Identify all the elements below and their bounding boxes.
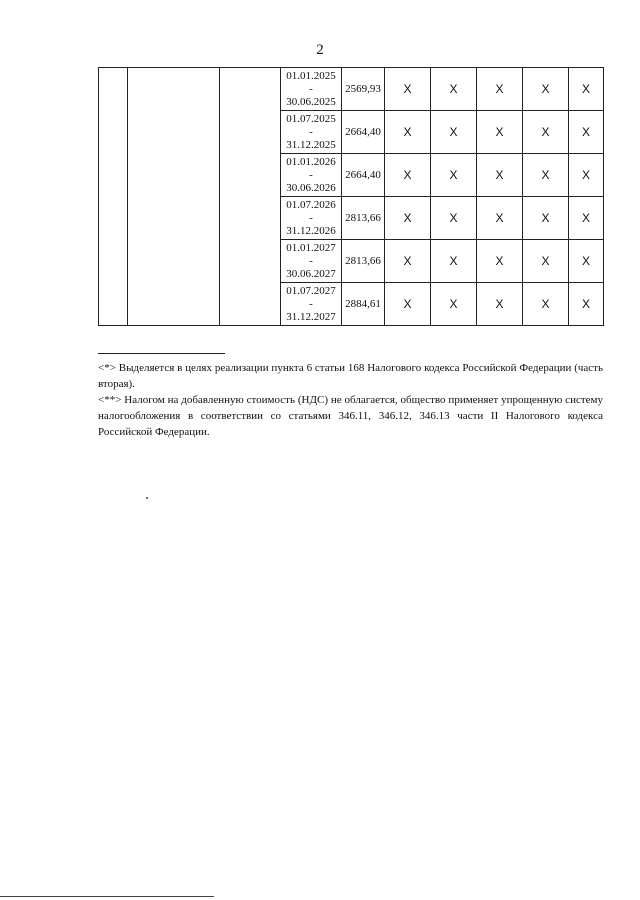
period-dash: - [309,82,313,95]
x-mark-cell: X [523,197,569,240]
footnotes [98,360,603,440]
period-end: 31.12.2026 [286,224,336,237]
period-start: 01.01.2026 [286,155,336,168]
value-cell: 2884,61 [342,283,385,326]
page-number: 2 [316,42,324,58]
x-mark-cell: X [523,111,569,154]
value-cell: 2664,40 [342,154,385,197]
period-dash: - [309,254,313,267]
period-cell [281,240,342,283]
bottom-edge-line [0,896,214,897]
value-cell: 2813,66 [342,240,385,283]
period-cell [281,197,342,240]
x-mark-cell: X [385,283,431,326]
x-mark-cell: X [385,154,431,197]
period-start: 01.01.2025 [286,69,336,82]
period-cell [281,283,342,326]
footnote-1: <*> Выделяется в целях реализации пункта 6 статьи 168 Налогового кодекса Российской Федерации (часть вторая). [98,362,603,390]
period-dash: - [309,297,313,310]
x-mark-cell: X [385,68,431,111]
x-mark-cell: X [385,197,431,240]
x-mark-cell: X [569,240,604,283]
x-mark-cell: X [431,111,477,154]
x-mark-cell: X [569,111,604,154]
x-mark-cell: X [477,283,523,326]
x-mark-cell: X [569,197,604,240]
period-end: 31.12.2027 [286,310,336,323]
x-mark-cell: X [431,283,477,326]
period-end: 30.06.2025 [286,95,336,108]
empty-cell-3 [220,68,281,326]
x-mark-cell: X [385,240,431,283]
footnote-divider [98,353,225,354]
period-start: 01.07.2026 [286,198,336,211]
x-mark-cell: X [569,154,604,197]
x-mark-cell: X [477,111,523,154]
value-cell: 2569,93 [342,68,385,111]
x-mark-cell: X [477,240,523,283]
scan-dot [146,497,148,499]
value-cell: 2813,66 [342,197,385,240]
period-cell [281,154,342,197]
table-row [99,68,604,111]
x-mark-cell: X [477,68,523,111]
period-end: 30.06.2027 [286,267,336,280]
period-end: 30.06.2026 [286,181,336,194]
period-cell [281,111,342,154]
x-mark-cell: X [569,68,604,111]
x-mark-cell: X [523,240,569,283]
empty-cell-1 [99,68,128,326]
x-mark-cell: X [385,111,431,154]
x-mark-cell: X [431,197,477,240]
period-end: 31.12.2025 [286,138,336,151]
x-mark-cell: X [523,68,569,111]
period-start: 01.07.2027 [286,284,336,297]
x-mark-cell: X [477,154,523,197]
x-mark-cell: X [477,197,523,240]
period-cell [281,68,342,111]
period-start: 01.01.2027 [286,241,336,254]
period-start: 01.07.2025 [286,112,336,125]
empty-cell-2 [128,68,220,326]
period-dash: - [309,211,313,224]
x-mark-cell: X [569,283,604,326]
period-dash: - [309,125,313,138]
value-cell: 2664,40 [342,111,385,154]
x-mark-cell: X [523,154,569,197]
x-mark-cell: X [431,154,477,197]
footnote-2: <**> Налогом на добавленную стоимость (НДС) не облагается, общество применяет упрощенную систему налогообложения в соответствии со статьями 346.11, 346.12, 346.13 части II Налогового кодекса Российской Федерации. [98,394,603,438]
tariff-table [98,67,604,326]
period-dash: - [309,168,313,181]
x-mark-cell: X [431,68,477,111]
x-mark-cell: X [523,283,569,326]
x-mark-cell: X [431,240,477,283]
